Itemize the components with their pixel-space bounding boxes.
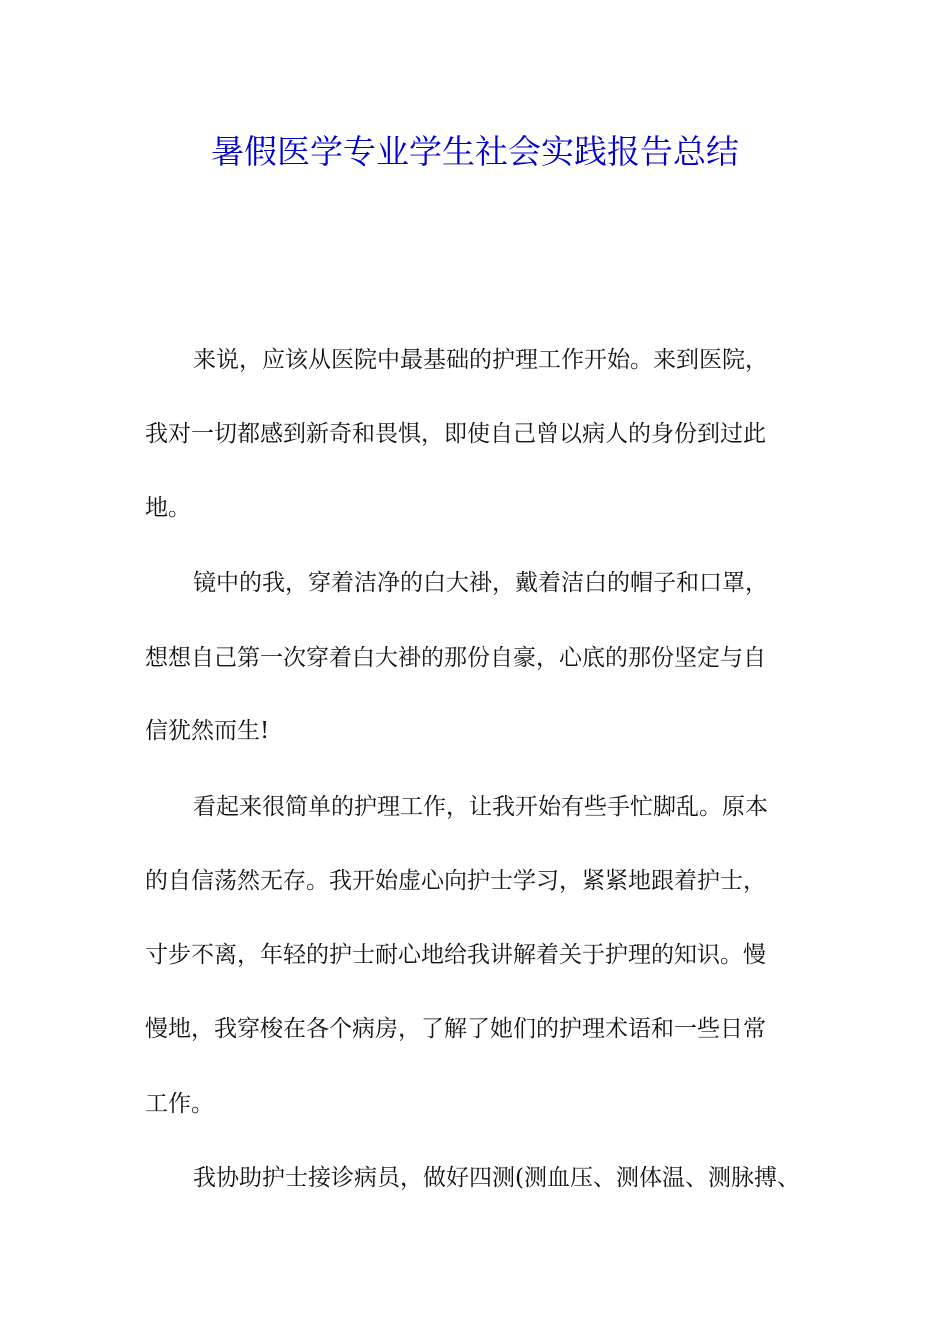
text-line: 信犹然而生! (145, 718, 270, 744)
text-line: 来说，应该从医院中最基础的护理工作开始。来到医院， (193, 347, 768, 373)
text-line: 的自信荡然无存。我开始虚心向护士学习，紧紧地跟着护士， (145, 868, 766, 894)
text-line: 工作。 (145, 1091, 214, 1117)
text-line: 寸步不离，年轻的护士耐心地给我讲解着关于护理的知识。慢 (145, 942, 766, 968)
text-line: 我协助护士接诊病员，做好四测(测血压、测体温、测脉搏、 (193, 1165, 800, 1191)
text-line: 地。 (145, 495, 191, 521)
document-title: 暑假医学专业学生社会实践报告总结 (211, 132, 739, 171)
text-line: 看起来很简单的护理工作，让我开始有些手忙脚乱。原本 (193, 794, 768, 820)
text-line: 我对一切都感到新奇和畏惧，即使自己曾以病人的身份到过此 (145, 421, 766, 447)
text-line: 想想自己第一次穿着白大褂的那份自豪，心底的那份坚定与自 (145, 645, 766, 671)
text-line: 慢地，我穿梭在各个病房，了解了她们的护理术语和一些日常 (145, 1016, 766, 1042)
text-line: 镜中的我，穿着洁净的白大褂，戴着洁白的帽子和口罩， (193, 570, 768, 596)
